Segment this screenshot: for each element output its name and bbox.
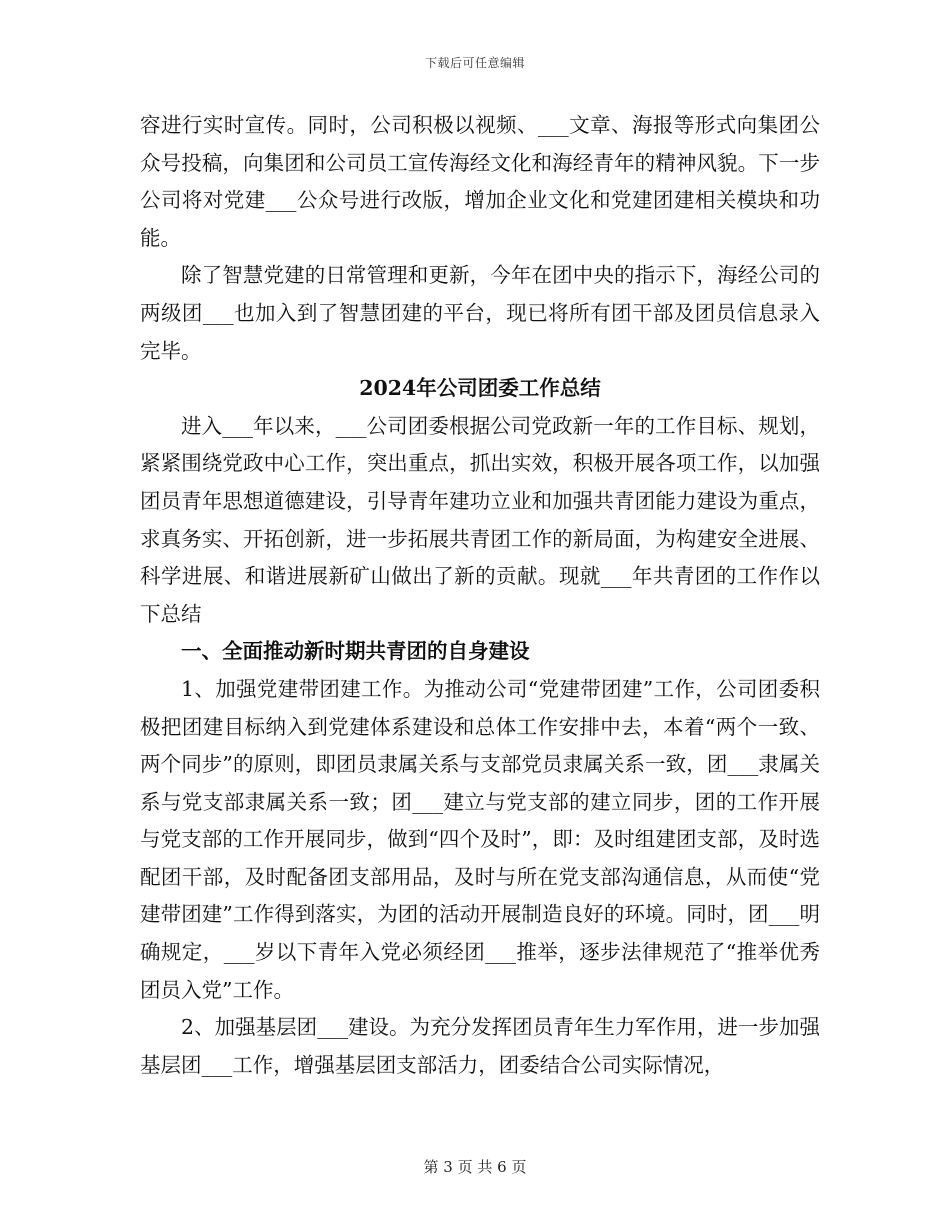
paragraph-smart-party-building: 除了智慧党建的日常管理和更新，今年在团中央的指示下，海经公司的两级团___也加入到了智慧团建的平台，现已将所有团干部及团员信息录入完毕。 xyxy=(140,263,820,363)
document-title: 2024年公司团委工作总结 xyxy=(359,376,601,401)
section-heading-1: 一、全面推动新时期共青团的自身建设 xyxy=(181,639,530,664)
paragraph-item-1: 1、加强党建带团建工作。为推动公司“党建带团建”工作，公司团委积极把团建目标纳入到党建体系建设和总体工作安排中去，本着“两个一致、两个同步”的原则，即团员隶属关系与支部党员隶属关系一致，团___隶属关系与党支部隶属关系一致；团___建立与党支部的建立同步，团的工作开展与党支部的工作开展同步，做到“四个及时”，即：及时组建团支部，及时选配团干部，及时配备团支部用品，及时与所在党支部沟通信息，从而使“党建带团建”工作得到落实，为团的活动开展制造良好的环境。同时，团___明确规定，___岁以下青年入党必须经团___推举，逐步法律规范了“推举优秀团员入党”工作。 xyxy=(140,676,820,1002)
paragraph-introduction: 进入___年以来，___公司团委根据公司党政新一年的工作目标、规划，紧紧围绕党政中心工作，突出重点，抓出实效，积极开展各项工作，以加强团员青年思想道德建设，引导青年建功立业和加强共青团能力建设为重点，求真务实、开拓创新，进一步拓展共青团工作的新局面，为构建安全进展、科学进展、和谐进展新矿山做出了新的贡献。现就___年共青团的工作作以下总结 xyxy=(140,413,820,626)
page-header-note: 下载后可任意编辑 xyxy=(424,56,525,70)
paragraph-continued: 容进行实时宣传。同时，公司积极以视频、___文章、海报等形式向集团公众号投稿，向集团和公司员工宣传海经文化和海经青年的精神风貌。下一步公司将对党建___公众号进行改版，增加企业文化和党建团建相关模块和功能。 xyxy=(140,113,820,250)
paragraph-item-2: 2、加强基层团___建设。为充分发挥团员青年生力军作用，进一步加强基层团___工作，增强基层团支部活力，团委结合公司实际情况， xyxy=(140,1015,820,1077)
document-body xyxy=(140,107,820,1084)
page-number: 第 3 页 共 6 页 xyxy=(423,1158,527,1176)
